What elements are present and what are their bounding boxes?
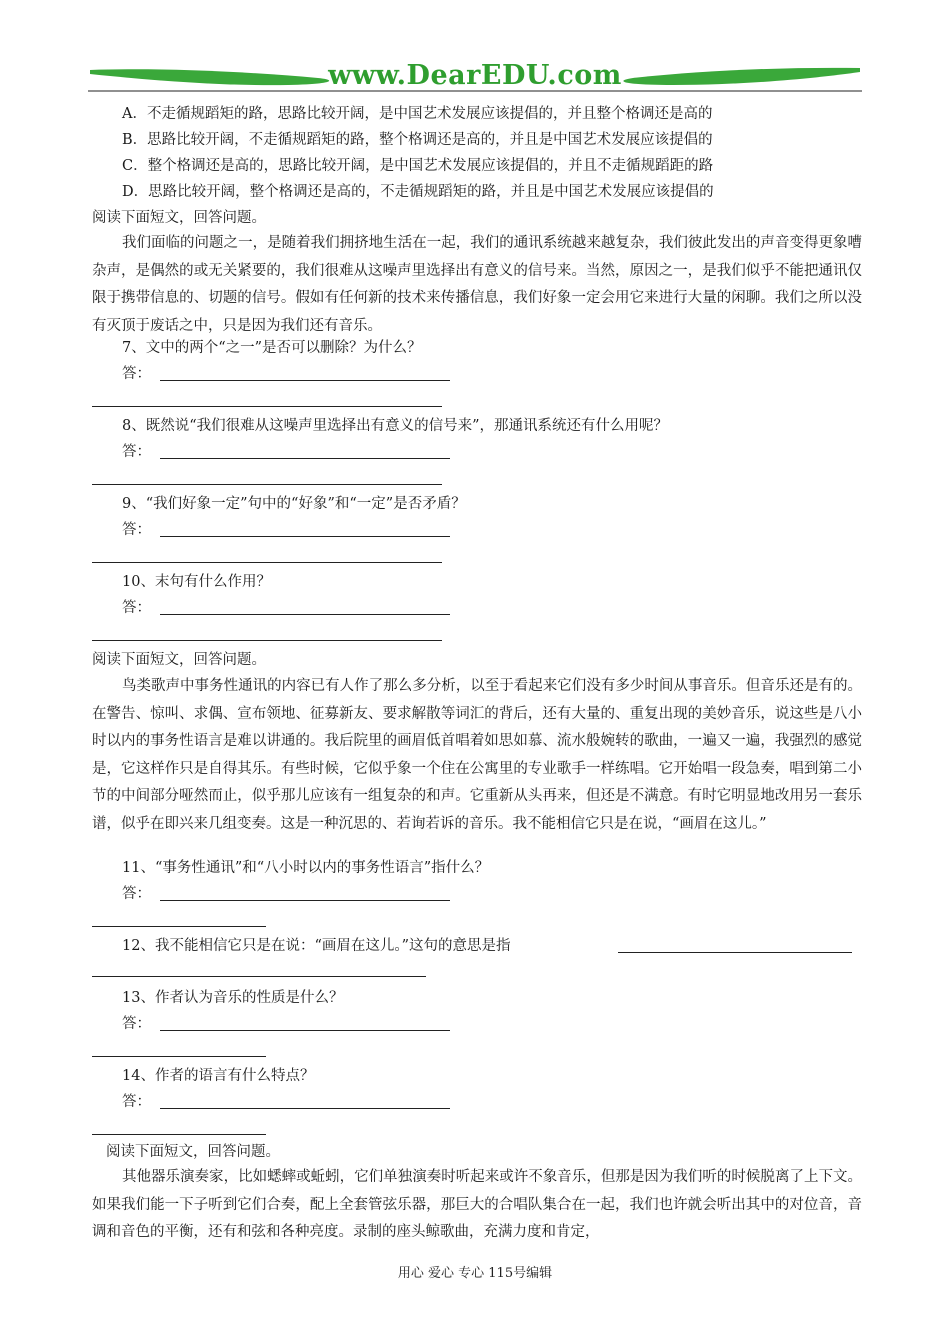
answer-label-11: 答： — [122, 886, 151, 902]
question-9: 9、“我们好象一定”句中的“好象”和“一定”是否矛盾？ — [122, 496, 466, 512]
section1-intro: 阅读下面短文，回答问题。 — [92, 210, 266, 226]
question-13: 13、作者认为音乐的性质是什么？ — [122, 990, 344, 1006]
answer-line-12b[interactable] — [92, 976, 426, 977]
answer-line-10b[interactable] — [92, 640, 442, 641]
section2-intro: 阅读下面短文，回答问题。 — [92, 652, 266, 668]
answer-label-10: 答： — [122, 600, 151, 616]
header-banner — [88, 58, 862, 98]
question-8: 8、既然说“我们很难从这噪声里选择出有意义的信号来”，那通讯系统还有什么用呢？ — [122, 418, 669, 434]
answer-line-11b[interactable] — [92, 926, 266, 927]
answer-line-8b[interactable] — [92, 484, 442, 485]
answer-line-7a[interactable] — [160, 380, 450, 381]
answer-line-12a[interactable] — [618, 952, 852, 953]
section3-intro: 阅读下面短文，回答问题。 — [106, 1144, 280, 1160]
site-logo: www.DearEDU.com — [328, 60, 622, 91]
answer-label-8: 答： — [122, 444, 151, 460]
option-b: B．思路比较开阔，不走循规蹈矩的路，整个格调还是高的，并且是中国艺术发展应该提倡的 — [122, 132, 713, 148]
answer-line-9a[interactable] — [160, 536, 450, 537]
question-7: 7、文中的两个“之一”是否可以删除？为什么？ — [122, 340, 422, 356]
answer-line-11a[interactable] — [160, 900, 450, 901]
option-d: D．思路比较开阔，整个格调还是高的，不走循规蹈矩的路，并且是中国艺术发展应该提倡的 — [122, 184, 714, 200]
answer-line-9b[interactable] — [92, 562, 442, 563]
answer-label-13: 答： — [122, 1016, 151, 1032]
answer-label-9: 答： — [122, 522, 151, 538]
answer-line-10a[interactable] — [160, 614, 450, 615]
section3-passage: 其他器乐演奏家，比如蟋蟀或蚯蚓，它们单独演奏时听起来或许不象音乐，但那是因为我们听的时候脱离了上下文。如果我们能一下子听到它们合奏，配上全套管弦乐器，那巨大的合唱队集合在一起，我们也许就会听出其中的对位音，音调和音色的平衡，还有和弦和各种亮度。录制的座头鲸歌曲，充满力度和肯定， — [92, 1169, 862, 1241]
answer-line-13a[interactable] — [160, 1030, 450, 1031]
option-a: A．不走循规蹈矩的路，思路比较开阔，是中国艺术发展应该提倡的，并且整个格调还是高的 — [122, 106, 713, 122]
question-10: 10、末句有什么作用？ — [122, 574, 271, 590]
answer-line-8a[interactable] — [160, 458, 450, 459]
answer-line-14a[interactable] — [160, 1108, 450, 1109]
answer-label-7: 答： — [122, 366, 151, 382]
page-footer: 用心 爱心 专心 115号编辑 — [397, 1266, 553, 1281]
answer-line-14b[interactable] — [92, 1134, 266, 1135]
option-c: C．整个格调还是高的，思路比较开阔，是中国艺术发展应该提倡的，并且不走循规蹈距的路 — [122, 158, 714, 174]
question-14: 14、作者的语言有什么特点？ — [122, 1068, 315, 1084]
question-12: 12、我不能相信它只是在说：“画眉在这儿。”这句的意思是指 — [122, 938, 511, 954]
question-11: 11、“事务性通讯”和“八小时以内的事务性语言”指什么？ — [122, 860, 490, 876]
answer-line-7b[interactable] — [92, 406, 442, 407]
answer-label-14: 答： — [122, 1094, 151, 1110]
answer-line-13b[interactable] — [92, 1056, 266, 1057]
section2-passage: 鸟类歌声中事务性通讯的内容已有人作了那么多分析，以至于看起来它们没有多少时间从事音乐。但音乐还是有的。在警告、惊叫、求偶、宣布领地、征募新友、要求解散等词汇的背后，还有大量的、重复出现的美妙音乐，说这些是八小时以内的事务性语言是难以讲通的。我后院里的画眉低首唱着如思如慕、流水般婉转的歌曲，一遍又一遍，我强烈的感觉是，它这样作只是自得其乐。有些时候，它似乎象一个住在公寓里的专业歌手一样练唱。它开始唱一段急奏，唱到第二小节的中间部分哑然而止，似乎那儿应该有一组复杂的和声。它重新从头再来，但还是不满意。有时它明显地改用另一套乐谱，似乎在即兴来几组变奏。这是一种沉思的、若询若诉的音乐。我不能相信它只是在说，“画眉在这儿。” — [92, 678, 862, 832]
section1-passage: 我们面临的问题之一，是随着我们拥挤地生活在一起，我们的通讯系统越来越复杂，我们彼此发出的声音变得更象嘈杂声，是偶然的或无关紧要的，我们很难从这噪声里选择出有意义的信号来。当然，原因之一，是我们似乎不能把通讯仅限于携带信息的、切题的信号。假如有任何新的技术来传播信息，我们好象一定会用它来进行大量的闲聊。我们之所以没有灭顶于废话之中，只是因为我们还有音乐。 — [92, 235, 862, 334]
